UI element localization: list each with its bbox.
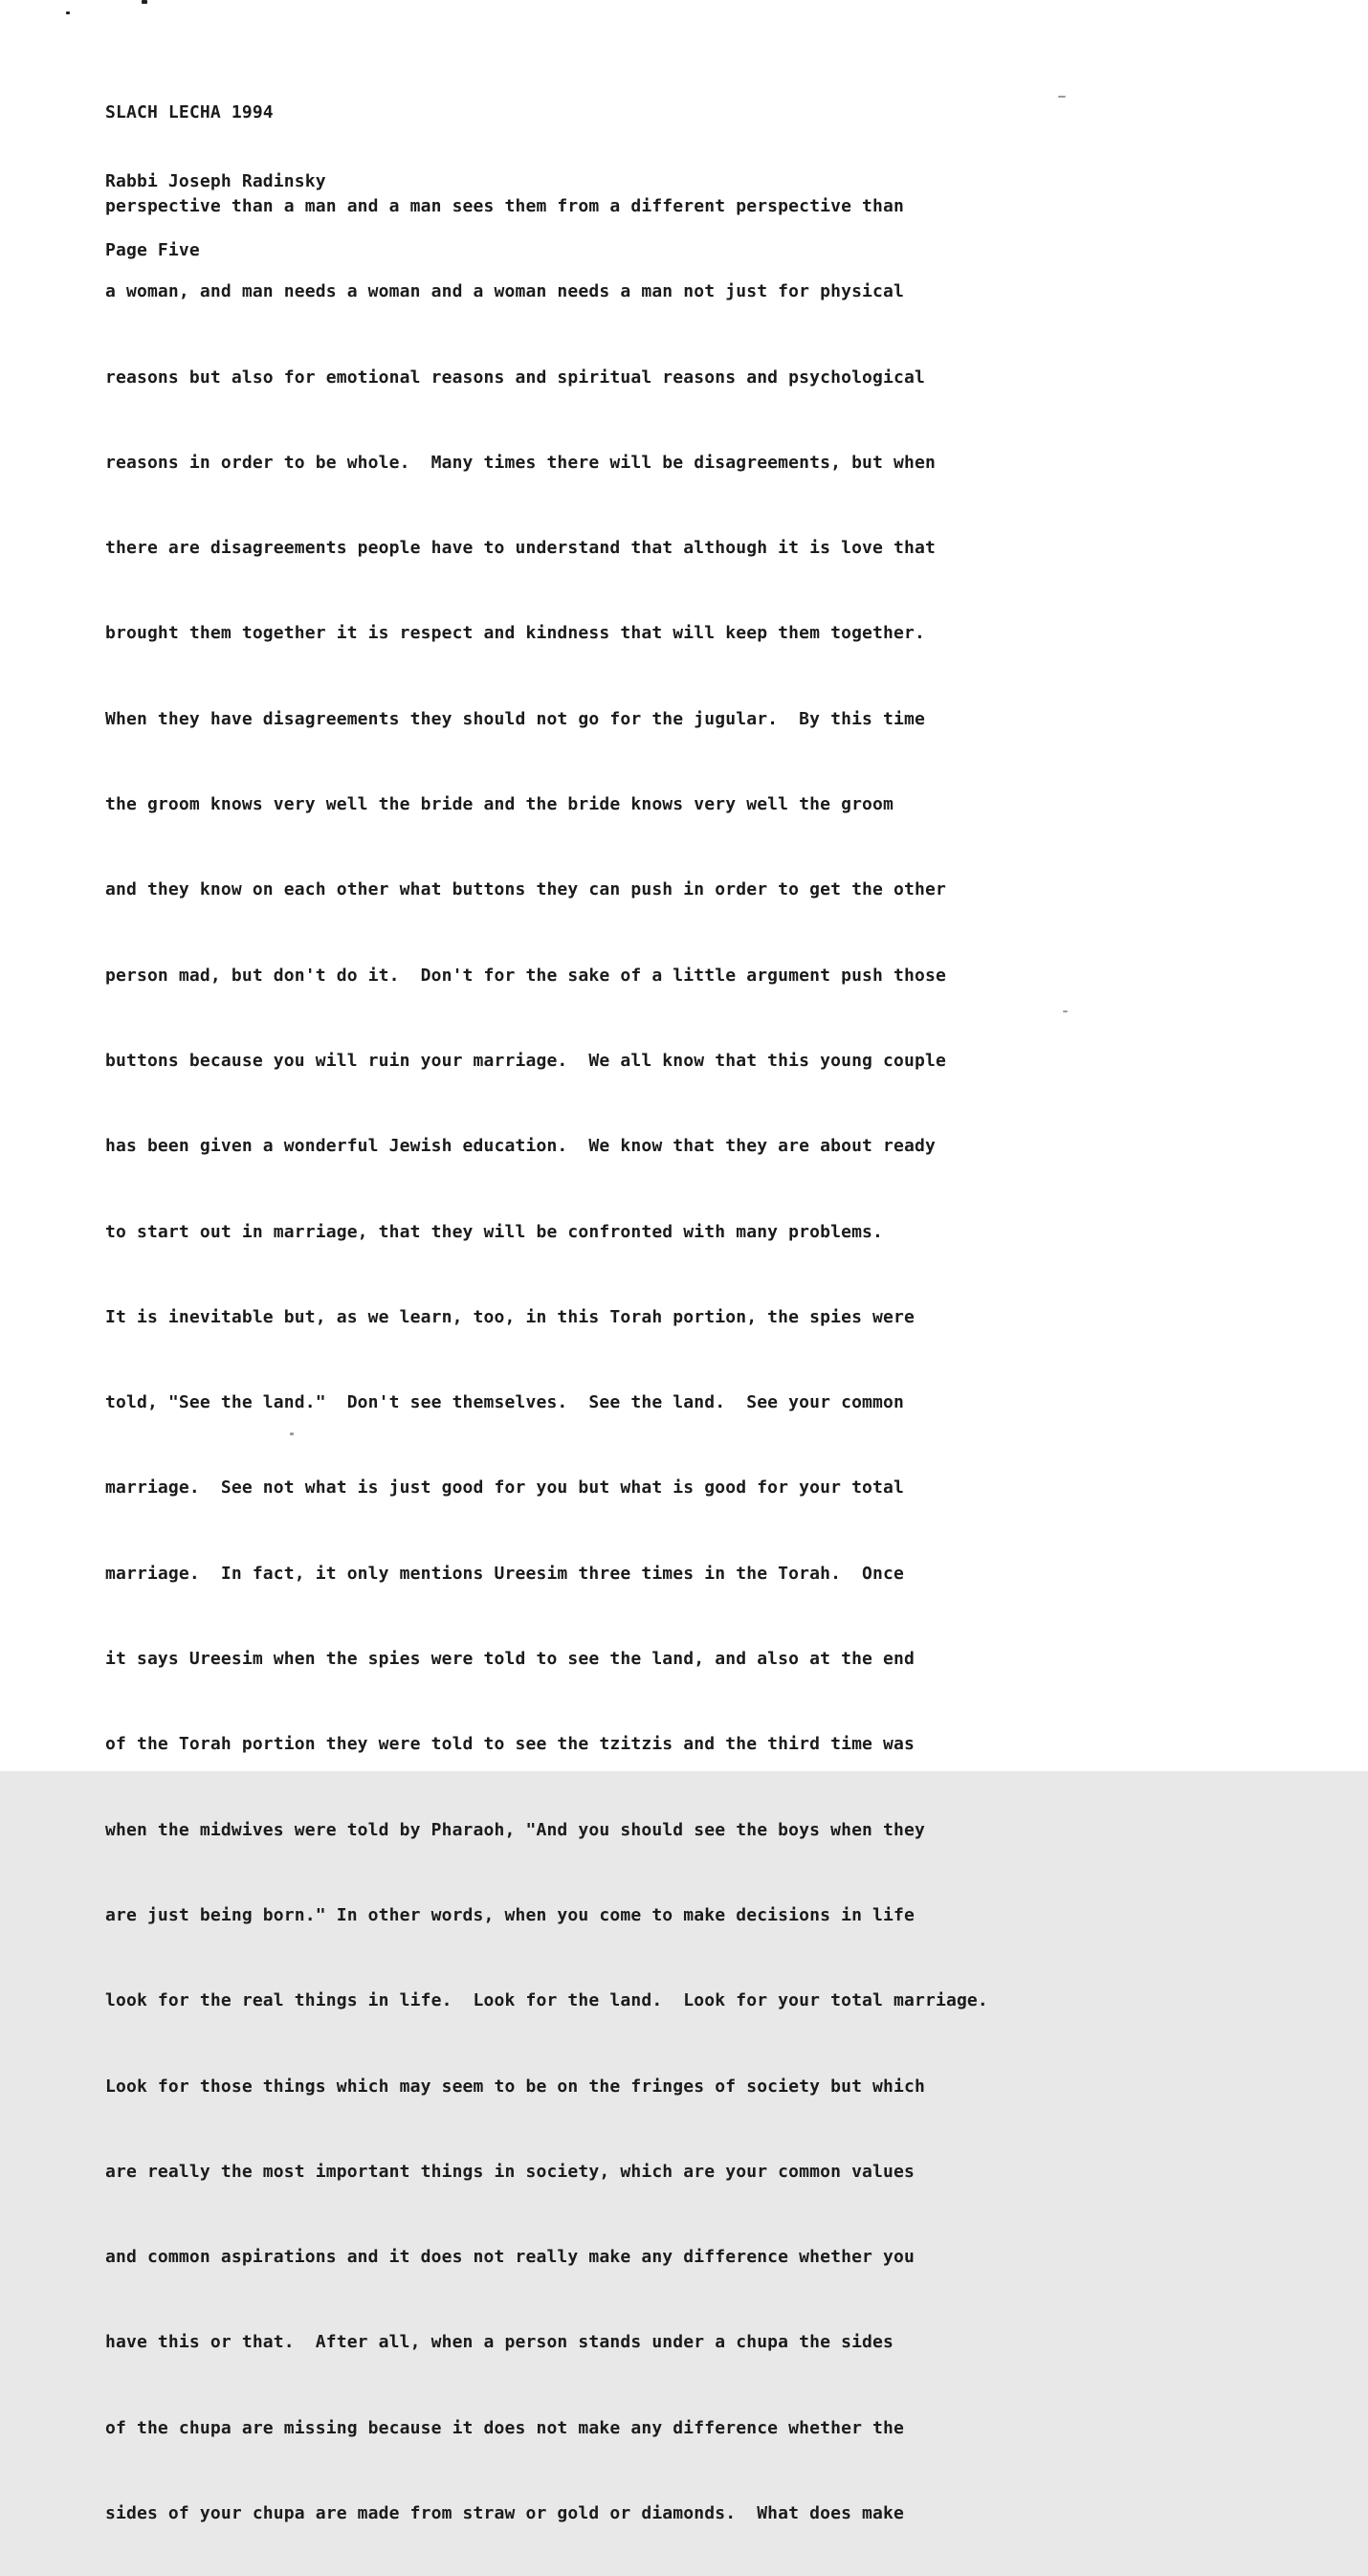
document-body [105, 144, 988, 2576]
body-line: sides of your chupa are made from straw or gold or diamonds. What does make [105, 2503, 905, 2524]
body-line: it says Ureesim when the spies were told to see the land, and also at the end [105, 1649, 915, 1670]
body-line: reasons but also for emotional reasons and spiritual reasons and psychological [105, 366, 925, 388]
body-line: buttons because you will ruin your marriage. We all know that this young couple [105, 1050, 946, 1071]
body-line: and common aspirations and it does not really make any difference whether you [105, 2247, 915, 2268]
body-line: are just being born." In other words, when you come to make decisions in life [105, 1904, 915, 1925]
body-line: reasons in order to be whole. Many times there will be disagreements, but when [105, 452, 936, 473]
body-line: there are disagreements people have to understand that although it is love that [105, 538, 936, 559]
body-line: when the midwives were told by Pharaoh, "And you should see the boys when they [105, 1819, 925, 1840]
body-line: look for the real things in life. Look for the land. Look for your total marriage. [105, 1990, 988, 2011]
scan-artifact [66, 11, 70, 14]
body-line: have this or that. After all, when a person stands under a chupa the sides [105, 2332, 894, 2353]
scan-artifact [1063, 1010, 1068, 1012]
body-line: marriage. In fact, it only mentions Ureesim three times in the Torah. Once [105, 1563, 905, 1584]
body-line: and they know on each other what buttons they can push in order to get the other [105, 879, 946, 900]
body-line: a woman, and man needs a woman and a woman needs a man not just for physical [105, 281, 905, 302]
body-line: brought them together it is respect and kindness that will keep them together. [105, 623, 925, 644]
body-line: of the Torah portion they were told to see the tzitzis and the third time was [105, 1734, 915, 1755]
body-line: are really the most important things in society, which are your common values [105, 2161, 915, 2182]
body-line: Look for those things which may seem to be on the fringes of society but which [105, 2076, 925, 2097]
body-line: the groom knows very well the bride and the bride knows very well the groom [105, 794, 894, 815]
body-line: When they have disagreements they should not go for the jugular. By this time [105, 708, 925, 729]
document-title: SLACH LECHA 1994 [105, 102, 274, 122]
body-line: person mad, but don't do it. Don't for the sake of a little argument push those [105, 965, 946, 986]
scan-artifact [1058, 96, 1066, 98]
scan-artifact [142, 0, 147, 4]
body-line: told, "See the land." Don't see themselves. See the land. See your common [105, 1392, 905, 1413]
body-line: has been given a wonderful Jewish education. We know that they are about ready [105, 1136, 936, 1157]
document-author: Rabbi Joseph Radinsky [105, 171, 326, 191]
body-line: marriage. See not what is just good for you but what is good for your total [105, 1477, 905, 1499]
page-number-label: Page Five [105, 240, 200, 260]
body-line: to start out in marriage, that they will be confronted with many problems. [105, 1221, 884, 1242]
body-line: perspective than a man and a man sees them from a different perspective than [105, 196, 905, 216]
body-line: It is inevitable but, as we learn, too, in this Torah portion, the spies were [105, 1306, 915, 1327]
body-line: of the chupa are missing because it does not make any difference whether the [105, 2417, 905, 2438]
